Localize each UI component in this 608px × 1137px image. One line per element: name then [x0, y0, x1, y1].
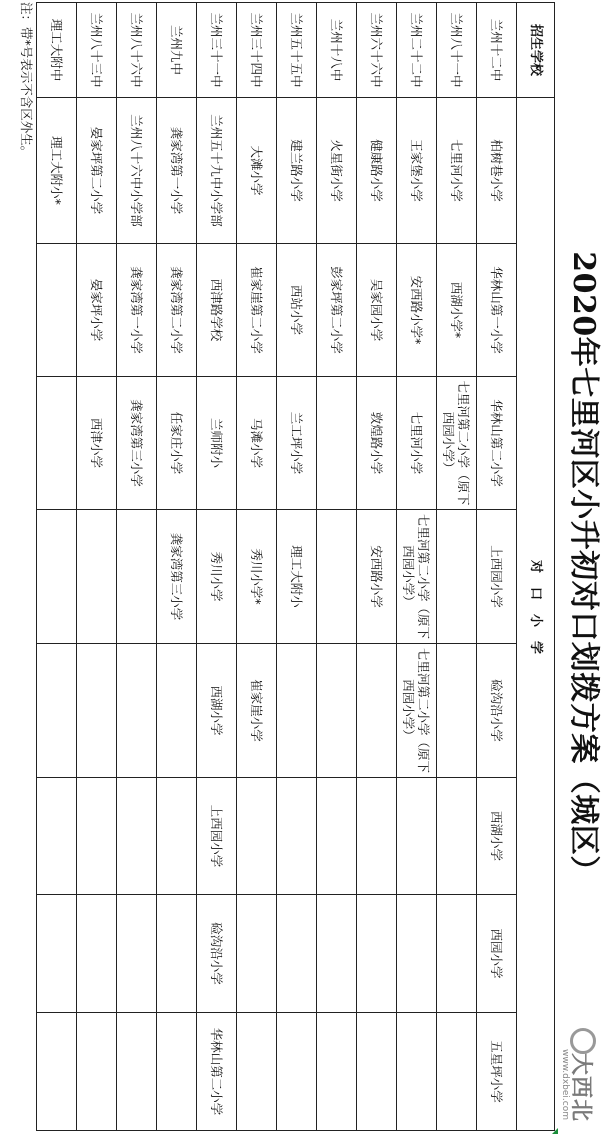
primary-school-cell: 龚家湾第一小学 — [157, 98, 197, 244]
primary-school-cell — [317, 1013, 357, 1131]
watermark-text: 大西北 — [568, 1052, 594, 1122]
primary-school-cell: 秀川小学* — [237, 510, 277, 644]
primary-school-cell — [437, 895, 477, 1013]
primary-school-cell: 华林山第二小学 — [477, 377, 517, 510]
primary-school-cell: 上西园小学 — [197, 778, 237, 895]
primary-school-cell — [117, 1013, 157, 1131]
school-cell: 兰州八十三中 — [77, 3, 117, 98]
primary-school-cell: 吴家园小学 — [357, 244, 397, 377]
allocation-table — [36, 2, 555, 1131]
primary-school-cell — [277, 895, 317, 1013]
site-watermark — [558, 1010, 608, 1130]
primary-school-cell: 晏家坪第二小学 — [77, 98, 117, 244]
primary-school-cell — [397, 1013, 437, 1131]
primary-school-cell: 秀川小学 — [197, 510, 237, 644]
table-row — [117, 3, 157, 1131]
primary-school-cell — [277, 778, 317, 895]
primary-school-cell: 华林山第一小学 — [477, 244, 517, 377]
primary-school-cell: 理工大附小* — [37, 98, 77, 244]
primary-school-cell — [357, 895, 397, 1013]
primary-school-cell — [437, 644, 477, 778]
school-cell: 兰州六十六中 — [357, 3, 397, 98]
watermark-logo-icon — [570, 1028, 596, 1054]
primary-school-cell: 兰师附小 — [197, 377, 237, 510]
header-matched-primary: 对口小学 — [517, 98, 555, 1131]
primary-school-cell: 彭家坪第二小学 — [317, 244, 357, 377]
primary-school-cell: 龚家湾第三小学 — [117, 377, 157, 510]
primary-school-cell — [117, 895, 157, 1013]
primary-school-cell: 理工大附小 — [277, 510, 317, 644]
primary-school-cell: 柏树巷小学 — [477, 98, 517, 244]
primary-school-cell — [237, 778, 277, 895]
table-row — [437, 3, 477, 1131]
school-cell: 兰州十二中 — [477, 3, 517, 98]
primary-school-cell: 西湖小学 — [197, 644, 237, 778]
primary-school-cell — [357, 778, 397, 895]
primary-school-cell: 七里河第二小学（原下西园小学） — [437, 377, 477, 510]
primary-school-cell — [37, 644, 77, 778]
primary-school-cell: 兰州八十六中小学部 — [117, 98, 157, 244]
primary-school-cell: 龚家湾第二小学 — [157, 244, 197, 377]
primary-school-cell — [77, 1013, 117, 1131]
primary-school-cell — [437, 510, 477, 644]
primary-school-cell: 崔家崖第二小学 — [237, 244, 277, 377]
header-school: 招生学校 — [517, 3, 555, 98]
primary-school-cell — [157, 644, 197, 778]
school-cell: 兰州三十四中 — [237, 3, 277, 98]
primary-school-cell: 安西路小学* — [397, 244, 437, 377]
table-row — [157, 3, 197, 1131]
primary-school-cell — [317, 895, 357, 1013]
table-body — [37, 3, 517, 1131]
primary-school-cell — [317, 377, 357, 510]
primary-school-cell: 西湖小学* — [437, 244, 477, 377]
primary-school-cell — [397, 778, 437, 895]
table-row — [397, 3, 437, 1131]
primary-school-cell: 大滩小学 — [237, 98, 277, 244]
primary-school-cell — [157, 778, 197, 895]
primary-school-cell: 西站小学 — [277, 244, 317, 377]
primary-school-cell — [357, 1013, 397, 1131]
primary-school-cell — [157, 1013, 197, 1131]
primary-school-cell: 龚家湾第三小学 — [157, 510, 197, 644]
primary-school-cell: 龚家湾第一小学 — [117, 244, 157, 377]
primary-school-cell: 华林山第二小学 — [197, 1013, 237, 1131]
primary-school-cell: 五星坪小学 — [477, 1013, 517, 1131]
table-row — [357, 3, 397, 1131]
primary-school-cell: 建兰路小学 — [277, 98, 317, 244]
page-title: 2020年七里河区小升初对口划拨方案（城区） — [566, 251, 601, 886]
school-cell: 兰州三十一中 — [197, 3, 237, 98]
table-row — [77, 3, 117, 1131]
primary-school-cell: 西津小学 — [77, 377, 117, 510]
table-row — [317, 3, 357, 1131]
school-cell: 兰州五十五中 — [277, 3, 317, 98]
primary-school-cell — [37, 377, 77, 510]
primary-school-cell — [37, 895, 77, 1013]
primary-school-cell — [37, 510, 77, 644]
primary-school-cell: 崔家崖小学 — [237, 644, 277, 778]
primary-school-cell — [77, 644, 117, 778]
primary-school-cell — [317, 510, 357, 644]
primary-school-cell: 敦煌路小学 — [357, 377, 397, 510]
primary-school-cell — [37, 244, 77, 377]
primary-school-cell — [437, 778, 477, 895]
primary-school-cell: 兰工坪小学 — [277, 377, 317, 510]
primary-school-cell — [117, 644, 157, 778]
table-row — [277, 3, 317, 1131]
primary-school-cell — [317, 778, 357, 895]
table-row — [197, 3, 237, 1131]
primary-school-cell: 七里河小学 — [397, 377, 437, 510]
school-cell: 兰州八十一中 — [437, 3, 477, 98]
primary-school-cell: 七里河小学 — [437, 98, 477, 244]
school-cell: 兰州十八中 — [317, 3, 357, 98]
primary-school-cell: 火星街小学 — [317, 98, 357, 244]
primary-school-cell: 硷沟沿小学 — [477, 644, 517, 778]
primary-school-cell — [237, 895, 277, 1013]
primary-school-cell — [117, 510, 157, 644]
primary-school-cell — [77, 895, 117, 1013]
primary-school-cell — [277, 1013, 317, 1131]
school-cell: 兰州二十二中 — [397, 3, 437, 98]
primary-school-cell — [37, 1013, 77, 1131]
primary-school-cell — [37, 778, 77, 895]
footnote: 注：带*号表示不含区外生。 — [19, 2, 34, 159]
primary-school-cell: 晏家坪小学 — [77, 244, 117, 377]
primary-school-cell — [77, 778, 117, 895]
table-row — [477, 3, 517, 1131]
primary-school-cell: 任家庄小学 — [157, 377, 197, 510]
primary-school-cell: 西园小学 — [477, 895, 517, 1013]
primary-school-cell: 健康路小学 — [357, 98, 397, 244]
primary-school-cell: 马滩小学 — [237, 377, 277, 510]
primary-school-cell: 兰州五十九中小学部 — [197, 98, 237, 244]
table-row — [237, 3, 277, 1131]
primary-school-cell: 硷沟沿小学 — [197, 895, 237, 1013]
school-cell: 理工大附中 — [37, 3, 77, 98]
primary-school-cell: 西湖小学 — [477, 778, 517, 895]
primary-school-cell — [317, 644, 357, 778]
school-cell: 兰州八十六中 — [117, 3, 157, 98]
primary-school-cell — [277, 644, 317, 778]
primary-school-cell: 上西园小学 — [477, 510, 517, 644]
primary-school-cell: 七里河第二小学（原下西园小学） — [397, 644, 437, 778]
primary-school-cell — [357, 644, 397, 778]
school-cell: 兰州九中 — [157, 3, 197, 98]
table-row — [37, 3, 77, 1131]
primary-school-cell — [157, 895, 197, 1013]
primary-school-cell: 安西路小学 — [357, 510, 397, 644]
primary-school-cell — [117, 778, 157, 895]
primary-school-cell: 王家堡小学 — [397, 98, 437, 244]
watermark-url: www.dxbei.com — [560, 1049, 570, 1120]
primary-school-cell: 七里河第二小学（原下西园小学） — [397, 510, 437, 644]
primary-school-cell — [77, 510, 117, 644]
primary-school-cell: 西津路学校 — [197, 244, 237, 377]
primary-school-cell — [397, 895, 437, 1013]
primary-school-cell — [237, 1013, 277, 1131]
primary-school-cell — [437, 1013, 477, 1131]
